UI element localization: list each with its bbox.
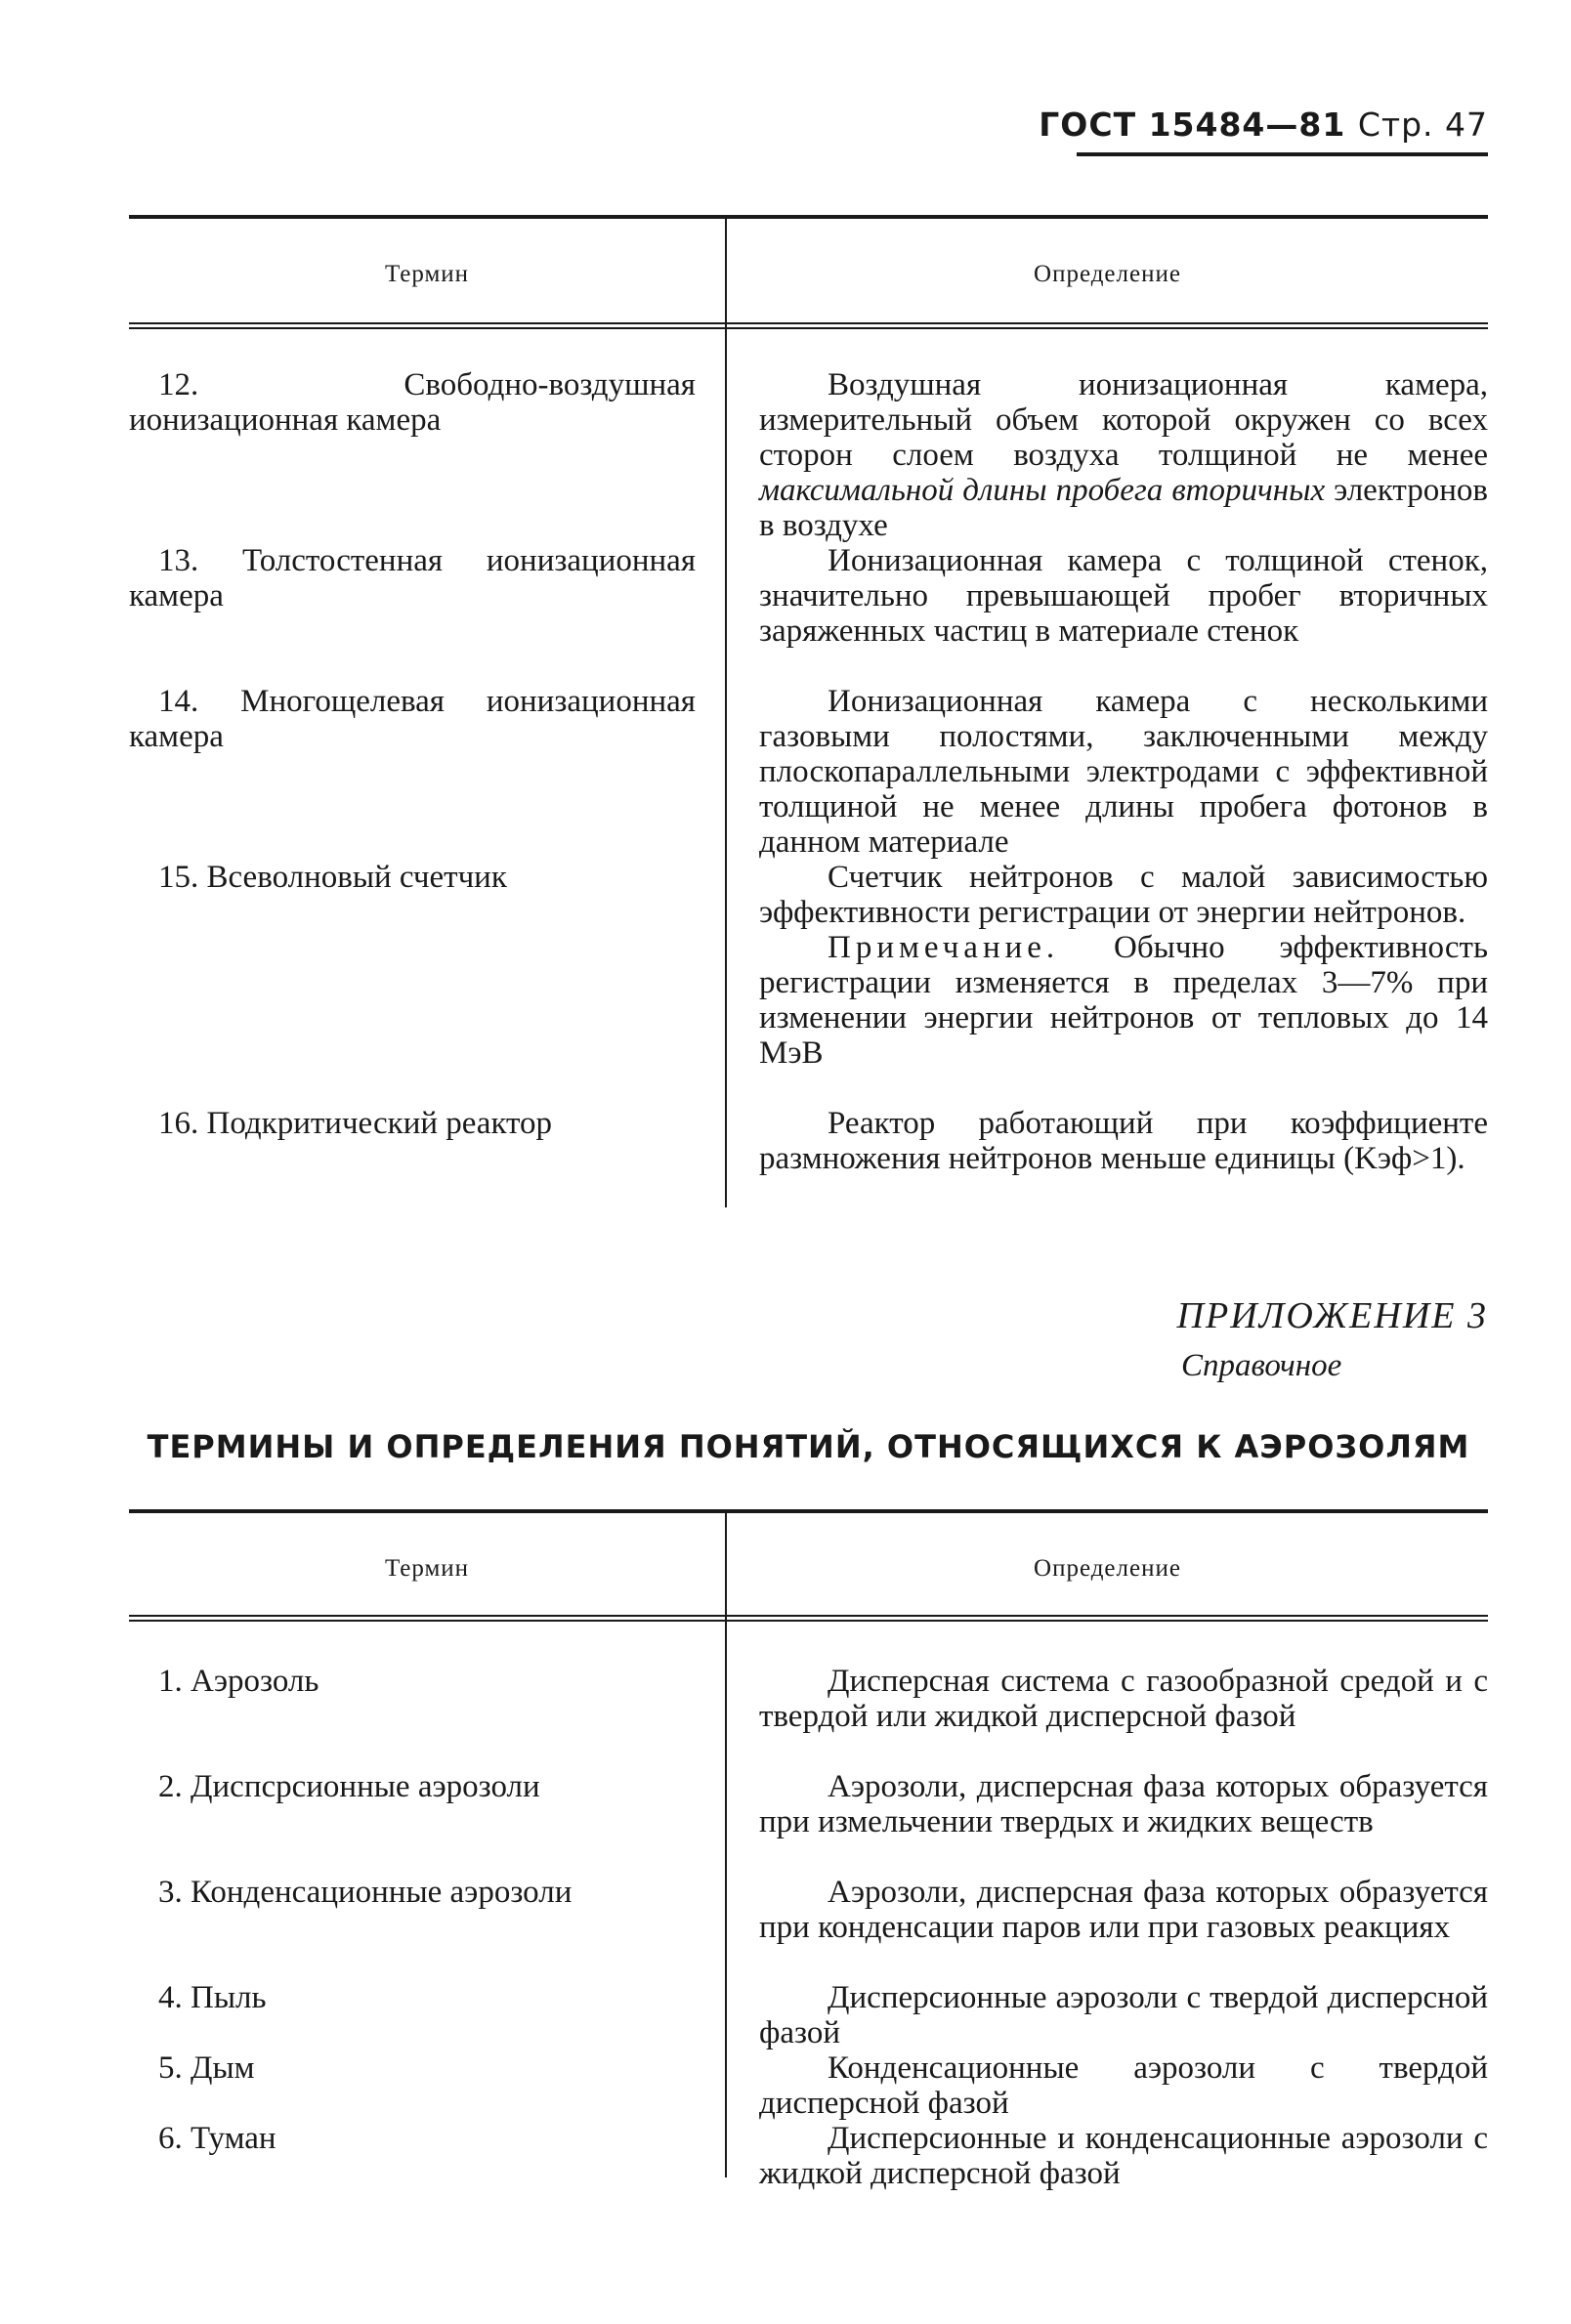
section-heading: ТЕРМИНЫ И ОПРЕДЕЛЕНИЯ ПОНЯТИЙ, ОТНОСЯЩИХСЯ К АЭРОЗОЛЯМ: [147, 1428, 1470, 1465]
column-header-definition: Определение: [1034, 1555, 1181, 1582]
definition-cell: [759, 367, 1488, 543]
table-top-rule: [129, 1509, 1488, 1513]
term-cell: 4. Пыль: [158, 1980, 267, 2015]
definition-cell: Аэрозоли, дисперсная фаза которых образуется при измельчении твердых и жидких веществ: [759, 1769, 1488, 1839]
term-cell: 14. Многощелевая ионизационная камера: [129, 684, 696, 754]
note-label: Примечание.: [828, 930, 1060, 965]
header-double-rule: [129, 1615, 1488, 1622]
column-header-term: Термин: [384, 1555, 470, 1582]
term-cell: 5. Дым: [158, 2050, 255, 2086]
term-cell: 15. Всеволновый счетчик: [158, 860, 507, 895]
definition-cell: Конденсационные аэрозоли с твердой дисперсной фазой: [759, 2050, 1488, 2121]
definition-cell: Дисперсная система с газообразной средой и с твердой или жидкой дисперсной фазой: [759, 1664, 1488, 1734]
term-cell: 1. Аэрозоль: [158, 1664, 319, 1699]
table-radiation-terms: [129, 215, 1488, 1211]
definition-cell: Аэрозоли, дисперсная фаза которых образуется при конденсации паров или при газовых реакциях: [759, 1875, 1488, 1945]
column-header-definition: Определение: [1034, 261, 1181, 287]
appendix-title: ПРИЛОЖЕНИЕ 3: [1176, 1295, 1488, 1336]
column-divider: [725, 1513, 727, 2177]
definition-italic-text: максимальной длины пробега вторичных: [759, 473, 1326, 508]
page-number: Стр. 47: [1357, 106, 1488, 144]
definition-text: электронов в воздухе: [759, 473, 1488, 543]
header-double-rule: [129, 322, 1488, 329]
table-top-rule: [129, 215, 1488, 219]
term-cell: 12. Свободно-воздушная ионизационная камера: [129, 367, 696, 438]
table-aerosol-terms: [129, 1509, 1488, 2191]
running-header: [1039, 106, 1488, 144]
term-cell: 3. Конденсационные аэрозоли: [158, 1875, 573, 1910]
definition-text: Воздушная ионизационная камера, измерительный объем которой окружен со всех сторон слоем воздуха толщиной не менее: [759, 367, 1488, 473]
term-cell: 6. Туман: [158, 2121, 276, 2156]
column-divider: [725, 219, 727, 1207]
header-rule: [1077, 152, 1488, 156]
definition-cell: Реактор работающий при коэффициенте размножения нейтронов меньше единицы (Kэф>1).: [759, 1106, 1488, 1176]
definition-cell: Ионизационная камера с толщиной стенок, значительно превышающей пробег вторичных заряженных частиц в материале стенок: [759, 543, 1488, 649]
definition-cell: Дисперсионные и конденсационные аэрозоли с жидкой дисперсной фазой: [759, 2121, 1488, 2191]
appendix-subtitle: Справочное: [1181, 1348, 1342, 1383]
term-cell: 13. Толстостенная ионизационная камера: [129, 543, 696, 613]
term-cell: 16. Подкритический реактор: [158, 1106, 553, 1141]
definition-text: Счетчик нейтронов с малой зависимостью эффективности регистрации от энергии нейтронов.: [759, 860, 1488, 930]
note-text: Обычно эффективность регистрации изменяется в пределах 3—7% при изменении энергии нейтронов от тепловых до 14 МэВ: [759, 930, 1488, 1071]
note: [759, 930, 1488, 1071]
definition-cell: Ионизационная камера с несколькими газовыми полостями, заключенными между плоскопараллельными электродами с эффективной толщиной не менее длины пробега фотонов в данном материале: [759, 684, 1488, 860]
definition-cell: [759, 860, 1488, 1071]
term-cell: 2. Диспсрсионные аэрозоли: [158, 1769, 540, 1804]
standard-number: ГОСТ 15484—81: [1039, 106, 1346, 144]
column-header-term: Термин: [384, 261, 470, 287]
definition-cell: Дисперсионные аэрозоли с твердой дисперсной фазой: [759, 1980, 1488, 2050]
